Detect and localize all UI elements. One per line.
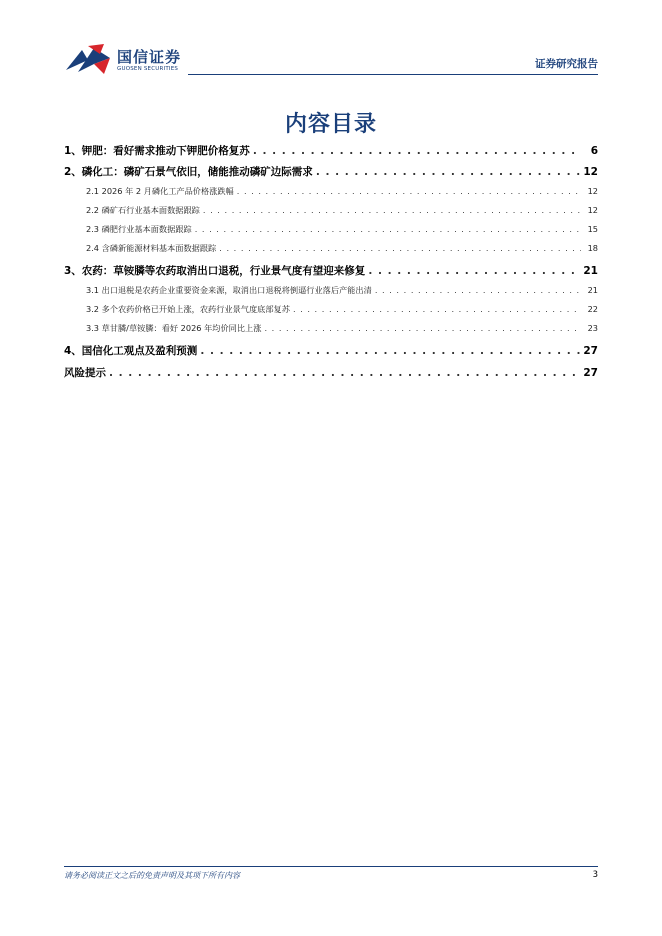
toc-entry-level2[interactable] xyxy=(64,224,598,235)
toc-entry-level1[interactable] xyxy=(64,343,598,358)
guosen-logo-mark-icon xyxy=(64,44,114,76)
toc-entry-page: 27 xyxy=(583,345,598,357)
toc-leader-dots xyxy=(368,265,580,277)
toc-entry-level1[interactable] xyxy=(64,263,598,278)
guosen-logo xyxy=(64,44,182,78)
toc-leader-dots xyxy=(375,285,581,295)
toc-entry-text: 3.3 草甘膦/草铵膦：看好 2026 年均价同比上涨 xyxy=(86,323,262,333)
toc-entry-page: 12 xyxy=(587,186,598,196)
toc-entry-text: 2.3 磷肥行业基本面数据跟踪 xyxy=(86,224,192,234)
toc-entry-page: 18 xyxy=(587,243,598,253)
report-type-label: 证券研究报告 xyxy=(535,58,598,70)
logo-english-name: GUOSEN SECURITIES xyxy=(117,66,179,72)
toc-entry-page: 22 xyxy=(587,304,598,314)
toc-leader-dots xyxy=(316,166,581,178)
toc-entry-text: 4、国信化工观点及盈利预测 xyxy=(64,345,198,357)
toc-entry-page: 21 xyxy=(587,285,598,295)
toc-entry-text: 2、磷化工：磷矿石景气依旧，储能推动磷矿边际需求 xyxy=(64,166,313,178)
toc-leader-dots xyxy=(219,243,581,253)
toc-entry-level1[interactable] xyxy=(64,365,598,380)
toc-entry-page: 6 xyxy=(590,145,598,157)
toc-entry-text: 2.4 含磷新能源材料基本面数据跟踪 xyxy=(86,243,217,253)
toc-leader-dots xyxy=(253,145,581,157)
toc-entry-level2[interactable] xyxy=(64,186,598,197)
header-divider xyxy=(188,74,598,75)
toc-entry-text: 1、钾肥：看好需求推动下钾肥价格复苏 xyxy=(64,145,250,157)
toc-entry-page: 12 xyxy=(583,166,598,178)
toc-entry-level2[interactable] xyxy=(64,304,598,315)
toc-entry-level2[interactable] xyxy=(64,205,598,216)
toc-entry-text: 2.2 磷矿石行业基本面数据跟踪 xyxy=(86,205,200,215)
toc-entry-level2[interactable] xyxy=(64,243,598,254)
toc-entry-text: 2.1 2026 年 2 月磷化工产品价格涨跌幅 xyxy=(86,186,234,196)
page-header xyxy=(0,0,662,80)
toc-entry-level2[interactable] xyxy=(64,323,598,334)
toc-leader-dots xyxy=(195,224,581,234)
toc-entry-page: 23 xyxy=(587,323,598,333)
toc-leader-dots xyxy=(109,367,580,379)
toc-entry-page: 12 xyxy=(587,205,598,215)
page-number: 3 xyxy=(592,870,598,880)
toc-entry-page: 21 xyxy=(583,265,598,277)
toc-leader-dots xyxy=(237,186,581,196)
logo-chinese-name: 国信证券 xyxy=(117,48,182,66)
toc-entry-level2[interactable] xyxy=(64,285,598,296)
toc-leader-dots xyxy=(264,323,581,333)
toc-entry-text: 风险提示 xyxy=(64,367,106,379)
toc-leader-dots xyxy=(293,304,581,314)
toc-entry-text: 3.2 多个农药价格已开始上涨，农药行业景气度底部复苏 xyxy=(86,304,290,314)
toc-entry-level1[interactable] xyxy=(64,143,598,158)
footer-divider xyxy=(64,866,598,867)
toc-entry-text: 3、农药：草铵膦等农药取消出口退税，行业景气度有望迎来修复 xyxy=(64,265,366,277)
toc-leader-dots xyxy=(203,205,581,215)
footer-disclaimer: 请务必阅读正文之后的免责声明及其项下所有内容 xyxy=(64,871,240,880)
toc-entry-level1[interactable] xyxy=(64,164,598,179)
toc-title: 内容目录 xyxy=(284,112,377,137)
toc-entry-page: 27 xyxy=(583,367,598,379)
toc-leader-dots xyxy=(200,345,580,357)
toc-entry-text: 3.1 出口退税是农药企业重要资金来源，取消出口退税将倒逼行业落后产能出清 xyxy=(86,285,372,295)
toc-entry-page: 15 xyxy=(587,224,598,234)
